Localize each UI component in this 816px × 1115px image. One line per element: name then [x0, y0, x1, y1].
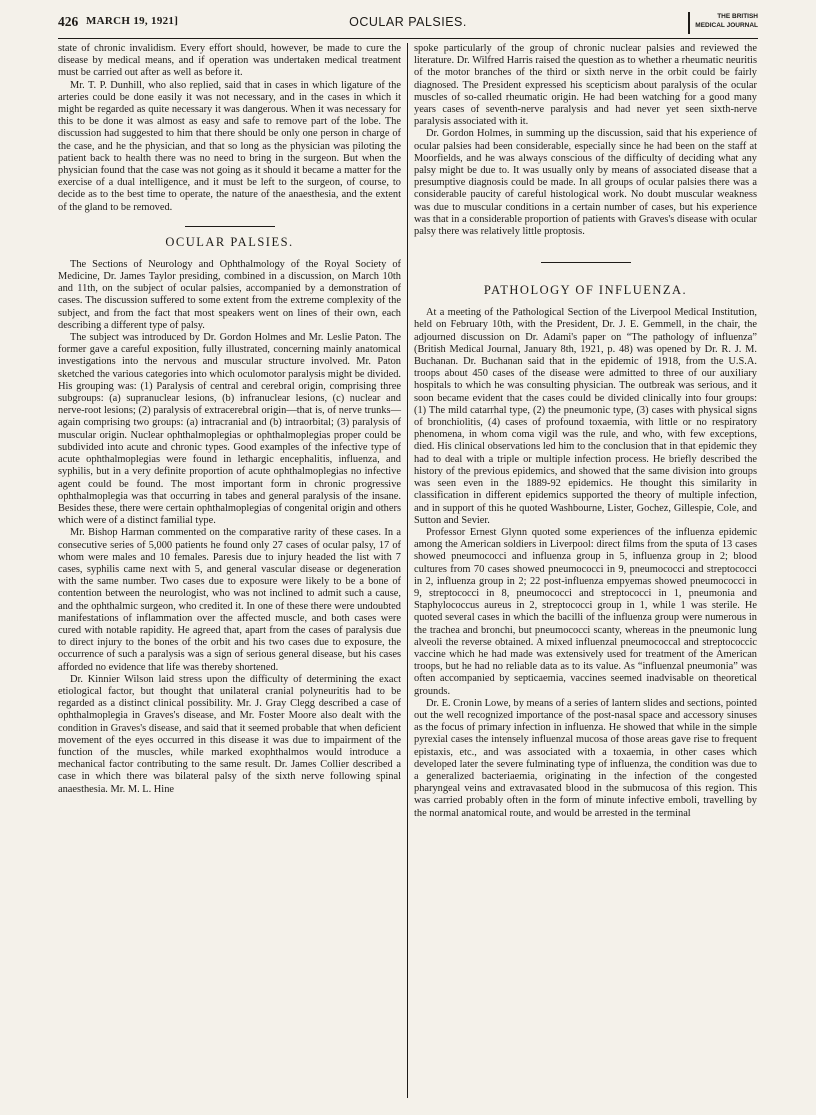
- header-rule: [58, 38, 758, 39]
- section-title-ocular-palsies: OCULAR PALSIES.: [165, 234, 294, 249]
- left-paragraph: The Sections of Neurology and Ophthalmology of the Royal Society of Medicine, Dr. James Taylor presiding, combined in a discussion, on March 10th and 11th, on the subject of ocular palsies, accompanied by a demonstration of cases. The discussion suffered to some extent from the extreme complexity of the subject, and from the fact that most speakers went on lines of their own, each describing a different type of palsy.: [58, 258, 401, 331]
- right-paragraph: Professor Ernest Glynn quoted some experiences of the influenza epidemic among the American soldiers in Liverpool: direct films from the sputa of 13 cases showed pneumococci and influenza group in 5, influenza group in 2; blood cultures from 70 cases showed pneumococci in 9, pneumococci and streptococci in 2, influenza group in 2; 22 post-influenza empyemas showed pneumococci in 9, streptococci in 8, pneumococci and streptococci in 1, pneumonia and Staphylococcus aureus in 2, streptococci group in 1, while 1 was sterile. He quoted several cases in which the bacilli of the influenza group were numerous in the trachea and bronchi, but pneumococci scanty, whereas in the pneumonic lung alveoli the reverse obtained. A mixed influenzal pneumococcal and streptococcic vaccine which he had made was extensively used for treatment of the American troops, but he had no reliable data as to its value. As “influenzal pneumonia” was often accompanied by septicaemia, vaccines seemed inadvisable on theoretical grounds.: [414, 526, 757, 697]
- right-paragraph: Dr. Gordon Holmes, in summing up the discussion, said that his experience of ocular palsies had been considerable, especially since he had been on the staff at Moorfields, and he was always conscious of the difficulty of deciding what any palsy might be due to. It was usually only by means of associated disease that a presumptive diagnosis could be made. In all groups of ocular palsies there was a considerable paucity of careful histological work. No doubt muscular weakness was due to muscular conditions in a certain number of cases, but his experience was that in a considerable proportion of patients with Graves's disease with ocular palsy there was relatively little proptosis.: [414, 128, 757, 238]
- left-paragraph: The subject was introduced by Dr. Gordon Holmes and Mr. Leslie Paton. The former gave a careful exposition, fully illustrated, concerning mainly anatomical investigations into the nervous and muscular structure involved. Mr. Paton sketched the various categories into which oculomotor paralysis might be divided. His grouping was: (1) Paralysis of central and cerebral origin, comprising three subgroups: (a) supranuclear lesions, (b) infranuclear lesions, (c) nuclear and nerve-root lesions; (2) paralysis of extracerebral origin—that is, of nerve trunks—again comprising two groups: (a) intracranial and (b) intraorbital; (3) paralysis of muscular origin. Nuclear ophthalmoplegias or ophthalmoplegias proper could be subdivided into acute and chronic types. Good examples of the infective type of acute ophthalmoplegias were found in lethargic encephalitis, influenza, and syphilis, but in a very definite proportion of acute ophthalmoplegias no infective agent could be found. The most important form in chronic progressive ophthalmoplegia was that occurring in tabes and general paralysis of the insane. Besides these, there were certain ophthalmoplegias of congenital origin and others which were of a distinct familial type.: [58, 332, 401, 527]
- running-title: OCULAR PALSIES.: [349, 15, 467, 29]
- left-column: [58, 43, 401, 796]
- left-paragraph: Mr. Bishop Harman commented on the comparative rarity of these cases. In a consecutive series of 5,000 patients he found only 27 cases of ocular palsy, 17 of whom were males and 10 females. Paresis due to injury headed the list with 7 cases, syphilis came next with 5, and general vascular disease or degeneration with the same number. Two cases due to exposure were likely to be a bone of contention between the neurologist, who was not inclined to admit such a cause, and the ophthalmic surgeon, who credited it. In one of these there were undoubted manifestations of inflammation over the affected muscle, and both cases were cured with notable rapidity. He agreed that, apart from the cases of paralysis due to direct injury to the bones of the orbit and his two cases due to exposure, the occurrence of such a paralysis was a sign of serious general disease, but his cases afforded no evidence that life was thereby shortened.: [58, 527, 401, 673]
- left-paragraph: Dr. Kinnier Wilson laid stress upon the difficulty of determining the exact etiological factor, but thought that unilateral cranial polyneuritis had to be regarded as a distinct clinical possibility. Mr. J. Gray Clegg described a case of ophthalmoplegia in Graves's disease, and Mr. Foster Moore also dealt with the condition in Graves's disease, and said that it seemed probable that when deficient movement of the eyes occurred in this disease it was due to impairment of the function of the muscles, while marked exophthalmos would introduce a mechanical factor contributing to the same result. Dr. James Collier described a case in which there was bilateral palsy of the sixth nerve following spinal anaesthesia. Mr. M. L. Hine: [58, 673, 401, 795]
- section-rule: [541, 262, 631, 263]
- page-number: 426: [58, 14, 79, 29]
- right-paragraph: Dr. E. Cronin Lowe, by means of a series of lantern slides and sections, pointed out the well recognized importance of the post-nasal space and accessory sinuses as the focus of primary infection in influenza. He showed that while in the simple pyrexial cases the intensely influenzal mucosa of those areas gave rise to frequent epistaxis, etc., and was associated with a toxaemia, in other cases which developed later the severe fulminating type of influenza, the condition was due to a generalized bacteriaemia, originating in the infection of the congested pharyngeal veins and extravasated blood in the submucosa of this region. This was carried probably often in the form of minute infective emboli, travelling by the normal anatomical route, and would be arrested in the terminal: [414, 697, 757, 819]
- journal-masthead-mark: [688, 12, 758, 34]
- journal-mark-line1: THE BRITISH: [717, 13, 758, 20]
- right-paragraph: At a meeting of the Pathological Section of the Liverpool Medical Institution, held on February 10th, with the President, Dr. J. E. Gemmell, in the chair, the adjourned discussion on Dr. Adami's paper on “The pathology of influenza” (British Medical Journal, January 8th, 1921, p. 48) was opened by Dr. R. J. M. Buchanan. Dr. Buchanan said that in the epidemic of 1918, from the U.S.A. troops about 450 cases of the disease were admitted to three of our auxiliary hospitals to which he was consulting physician. The outbreak was serious, and it soon became evident that the cases could be divided clinically into four groups: (1) The mild catarrhal type, (2) the pneumonic type, (3) cases with physical signs of bronchiolitis, (4) cases of profound toxaemia, with little or no respiratory phenomena, in whom coma vigil was the rule, and who, with few exceptions, died. His clinical observations led him to the conclusion that in that epidemic they had to deal with a triple or multiple infection process. He briefly described the history of the previous epidemics, and showed that the same division into groups was seen even in the 1889-92 epidemics. He thought this similarity in classification in different epidemics supported the theory of multiple infection, and in support of this he quoted Washbourne, Lister, Gochez, Gillespie, Cole, and Sutton and Sevier.: [414, 307, 757, 526]
- left-paragraph: state of chronic invalidism. Every effort should, however, be made to cure the disease by medical means, and if operation was undertaken medical treatment must be carried out after as well as before it.: [58, 43, 401, 79]
- journal-mark-line2: MEDICAL JOURNAL: [695, 22, 758, 29]
- left-paragraph: Mr. T. P. Dunhill, who also replied, said that in cases in which ligature of the arteries could be done easily it was not necessary, and in the cases in which it might be regarded as quite necessary it was dangerous. When it was necessary for this to be done it was almost as easy and safe to remove part of the lobe. The discussion had suggested to him that there should be only one person in charge of the case, and he the physician, and that so long as the physician was piloting the patient back to health there was no need to bring in the surgeon. But when the physician found that the case was not going as it should it became a matter for the exercise of a dual intelligence, and it must be left to the surgeon, of course, to decide as to the best time to operate, the nature of the anaesthesia, and the extent of the gland to be removed.: [58, 79, 401, 213]
- issue-date: MARCH 19, 1921]: [86, 15, 179, 27]
- right-paragraph: spoke particularly of the group of chronic nuclear palsies and reviewed the literature. Dr. Wilfred Harris raised the question as to whether a rheumatic neuritis of the motor branches of the third or sixth nerve in the orbit could be fairly diagnosed. The President expressed his scepticism about paralysis of the ocular muscles of so-called rheumatic origin. He had been watching for a good many years cases of seventh-nerve paralysis and had never yet seen sixth-nerve paralysis associated with it.: [414, 43, 757, 128]
- section-title-pathology-of-influenza: PATHOLOGY OF INFLUENZA.: [483, 283, 688, 298]
- page-header: [58, 10, 758, 36]
- column-divider: [407, 43, 408, 1098]
- section-rule: [185, 226, 275, 227]
- right-column: [414, 43, 757, 820]
